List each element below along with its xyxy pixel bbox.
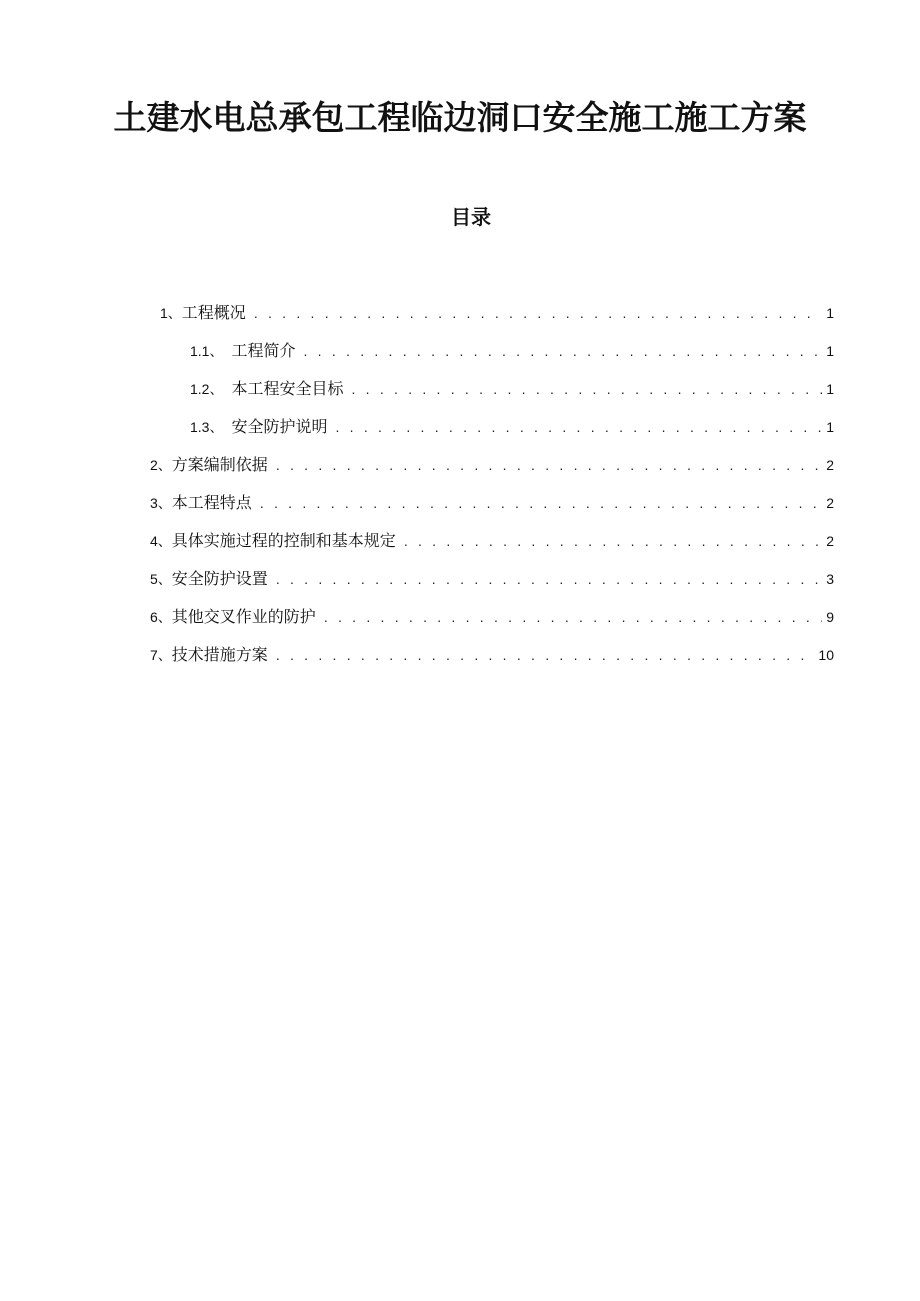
toc-entry-number: 7、 [150, 647, 172, 663]
toc-entry-7[interactable] [150, 642, 834, 668]
toc-entry-label: 工程概况 [181, 303, 246, 322]
toc-entry-page: 9 [826, 609, 834, 625]
toc-dot-leader [351, 376, 822, 402]
toc-entry-label: 方案编制依据 [171, 455, 268, 474]
toc-entry-6[interactable] [150, 604, 834, 630]
toc-dot-leader [276, 642, 815, 668]
toc-entry-page: 2 [826, 457, 834, 473]
toc-entry-label: 本工程特点 [171, 493, 252, 512]
toc-entry-page: 2 [826, 533, 834, 549]
toc-entry-page: 1 [826, 419, 834, 435]
toc-entry-number: 6、 [150, 609, 172, 625]
toc-entry-page: 1 [826, 381, 834, 397]
toc-entry-page: 1 [826, 305, 834, 321]
toc-dot-leader [303, 338, 822, 364]
toc-entry-page: 10 [818, 647, 834, 663]
document-title: 土建水电总承包工程临边洞口安全施工施工方案 [113, 98, 807, 137]
toc-entry-page: 1 [826, 343, 834, 359]
toc-entry-number: 1、 [160, 305, 182, 321]
toc-dot-leader [276, 566, 822, 592]
toc-entry-1-3[interactable] [190, 414, 834, 440]
toc-dot-leader [404, 528, 822, 554]
toc-entry-number: 1.3、 [190, 419, 224, 435]
toc-entry-number: 1.2、 [190, 381, 224, 397]
toc-entry-label: 工程简介 [231, 341, 296, 360]
toc-entry-number: 4、 [150, 533, 172, 549]
toc-entry-label: 本工程安全目标 [231, 379, 344, 398]
toc-entry-label: 技术措施方案 [171, 645, 268, 664]
toc-entry-4[interactable] [150, 528, 834, 554]
toc-dot-leader [324, 604, 822, 630]
toc-entry-page: 2 [826, 495, 834, 511]
toc-entry-label: 安全防护说明 [231, 417, 328, 436]
toc-dot-leader [260, 490, 822, 516]
toc-entry-number: 5、 [150, 571, 172, 587]
toc-entry-1[interactable] [160, 300, 834, 326]
toc-dot-leader [276, 452, 822, 478]
toc-entry-number: 2、 [150, 457, 172, 473]
toc-entry-label: 安全防护设置 [171, 569, 268, 588]
toc-entry-2[interactable] [150, 452, 834, 478]
toc-entry-label: 具体实施过程的控制和基本规定 [171, 531, 396, 550]
toc-entry-number: 3、 [150, 495, 172, 511]
toc-entry-5[interactable] [150, 566, 834, 592]
toc-entry-number: 1.1、 [190, 343, 224, 359]
toc-entry-page: 3 [826, 571, 834, 587]
toc-heading: 目录 [451, 205, 491, 229]
toc-dot-leader [335, 414, 822, 440]
toc-entry-3[interactable] [150, 490, 834, 516]
toc-entry-label: 其他交叉作业的防护 [171, 607, 316, 626]
toc-dot-leader [254, 300, 822, 326]
toc-entry-1-2[interactable] [190, 376, 834, 402]
toc-entry-1-1[interactable] [190, 338, 834, 364]
